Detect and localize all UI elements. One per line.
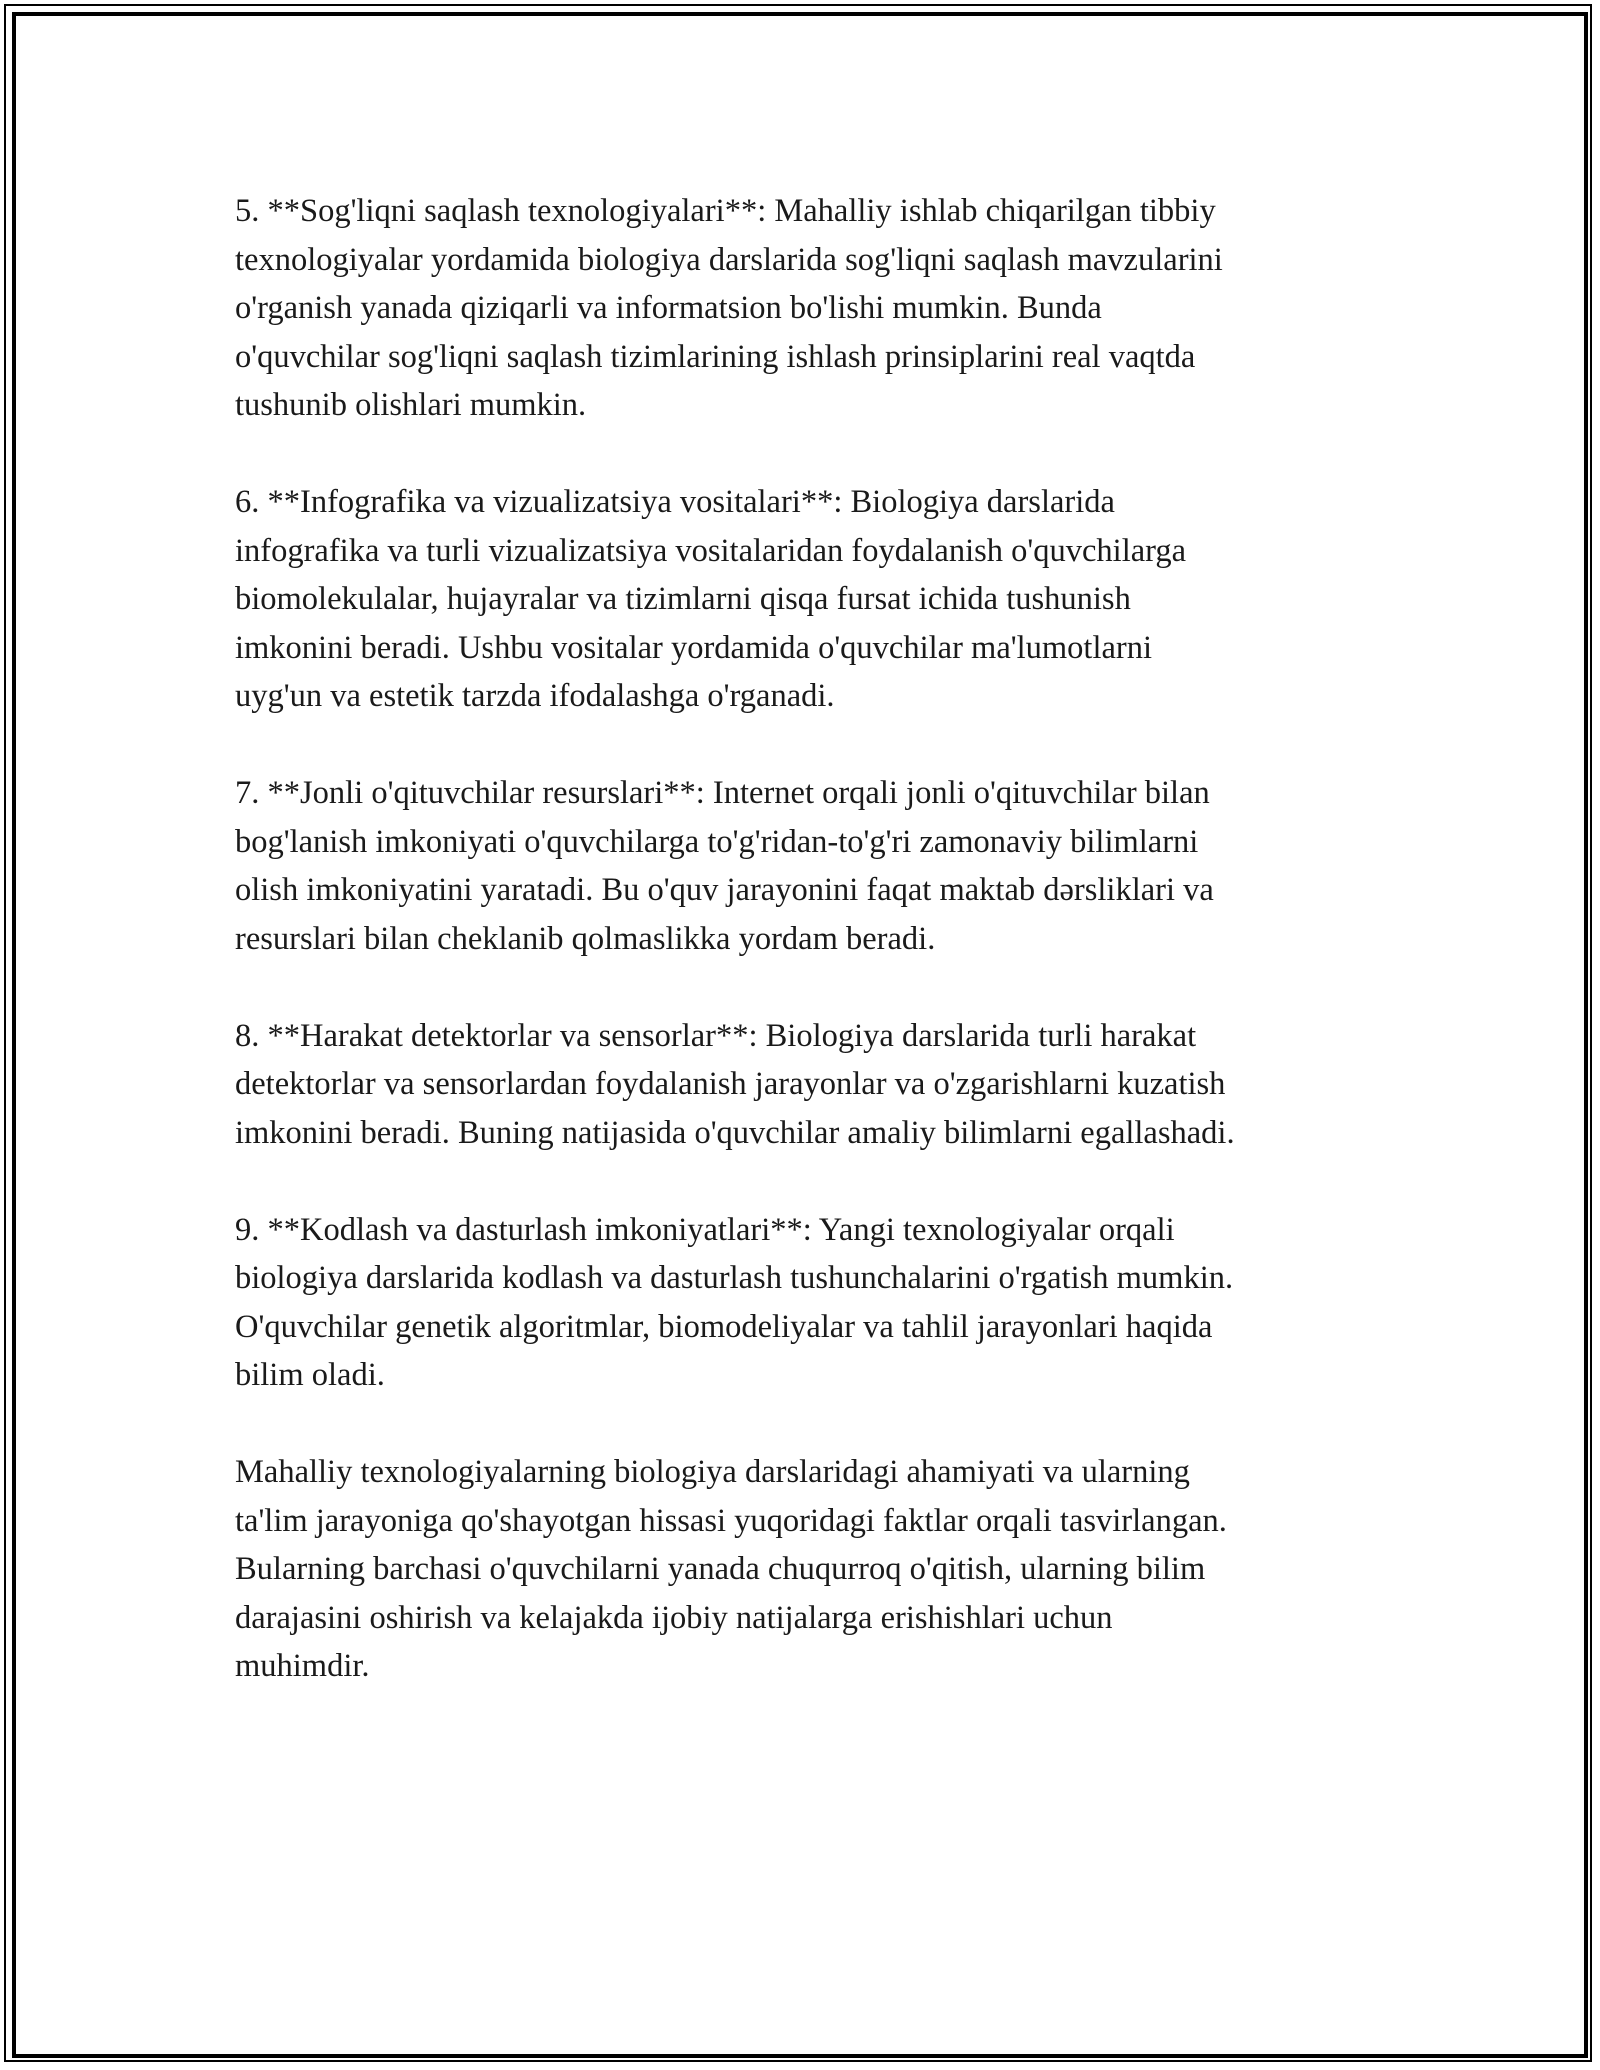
text-line: imkonini beradi. Ushbu vositalar yordamida o'quvchilar ma'lumotlarni (235, 629, 1152, 666)
text-line: Bularning barchasi o'quvchilarni yanada chuqurroq o'qitish, ularning bilim (235, 1551, 1206, 1587)
text-line: bog'lanish imkoniyati o'quvchilarga to'g'ridan-to'g'ri zamonaviy bilimlarni (235, 823, 1199, 860)
text-line: tushunib olishlari mumkin. (235, 387, 587, 423)
text-line: imkonini beradi. Buning natijasida o'quvchilar amaliy bilimlarni egallashadi. (235, 1114, 1235, 1151)
text-line: resurslari bilan cheklanib qolmaslikka yordam beradi. (235, 920, 936, 957)
text-line: biomolekulalar, hujayralar va tizimlarni qisqa fursat ichida tushunish (235, 581, 1131, 617)
text-line: bilim oladi. (235, 1357, 385, 1393)
text-line: 6. **Infografika va vizualizatsiya vositalari**: Biologiya darslarida (235, 484, 1115, 520)
paragraph-item-9 (235, 1206, 1395, 1400)
paragraph-item-6 (235, 478, 1395, 721)
document-body (235, 187, 1395, 1739)
text-line: O'quvchilar genetik algoritmlar, biomodeliyalar va tahlil jarayonlari haqida (235, 1308, 1213, 1345)
text-line: biologiya darslarida kodlash va dasturlash tushunchalarini o'rgatish mumkin. (235, 1260, 1234, 1296)
paragraph-item-5 (235, 187, 1395, 430)
text-line: Mahalliy texnologiyalarning biologiya darslaridagi ahamiyati va ularning (235, 1454, 1190, 1490)
text-line: 7. **Jonli o'qituvchilar resurslari**: Internet orqali jonli o'qituvchilar bilan (235, 775, 1210, 811)
text-line: texnologiyalar yordamida biologiya darslarida sog'liqni saqlash mavzularini (235, 241, 1223, 278)
text-line: o'rganish yanada qiziqarli va informatsion bo'lishi mumkin. Bunda (235, 290, 1102, 326)
text-line: olish imkoniyatini yaratadi. Bu o'quv jarayonini faqat maktab dərsliklari va (235, 872, 1214, 908)
text-line: detektorlar va sensorlardan foydalanish jarayonlar va o'zgarishlarni kuzatish (235, 1066, 1226, 1102)
text-line: o'quvchilar sog'liqni saqlash tizimlarining ishlash prinsiplarini real vaqtda (235, 338, 1196, 375)
text-line: ta'lim jarayoniga qo'shayotgan hissasi yuqoridagi faktlar orqali tasvirlangan. (235, 1502, 1227, 1539)
text-line: uyg'un va estetik tarzda ifodalashga o'rganadi. (235, 678, 835, 714)
paragraph-conclusion (235, 1448, 1395, 1691)
text-line: muhimdir. (235, 1648, 370, 1684)
text-line: 9. **Kodlash va dasturlash imkoniyatlari**: Yangi texnologiyalar orqali (235, 1211, 1175, 1248)
text-line: 5. **Sog'liqni saqlash texnologiyalari**: Mahalliy ishlab chiqarilgan tibbiy (235, 193, 1216, 229)
paragraph-item-8 (235, 1012, 1395, 1158)
text-line: darajasini oshirish va kelajakda ijobiy natijalarga erishishlari uchun (235, 1599, 1113, 1636)
text-line: infografika va turli vizualizatsiya vositalaridan foydalanish o'quvchilarga (235, 532, 1187, 569)
paragraph-item-7 (235, 769, 1395, 963)
text-line: 8. **Harakat detektorlar va sensorlar**: Biologiya darslarida turli harakat (235, 1017, 1197, 1054)
